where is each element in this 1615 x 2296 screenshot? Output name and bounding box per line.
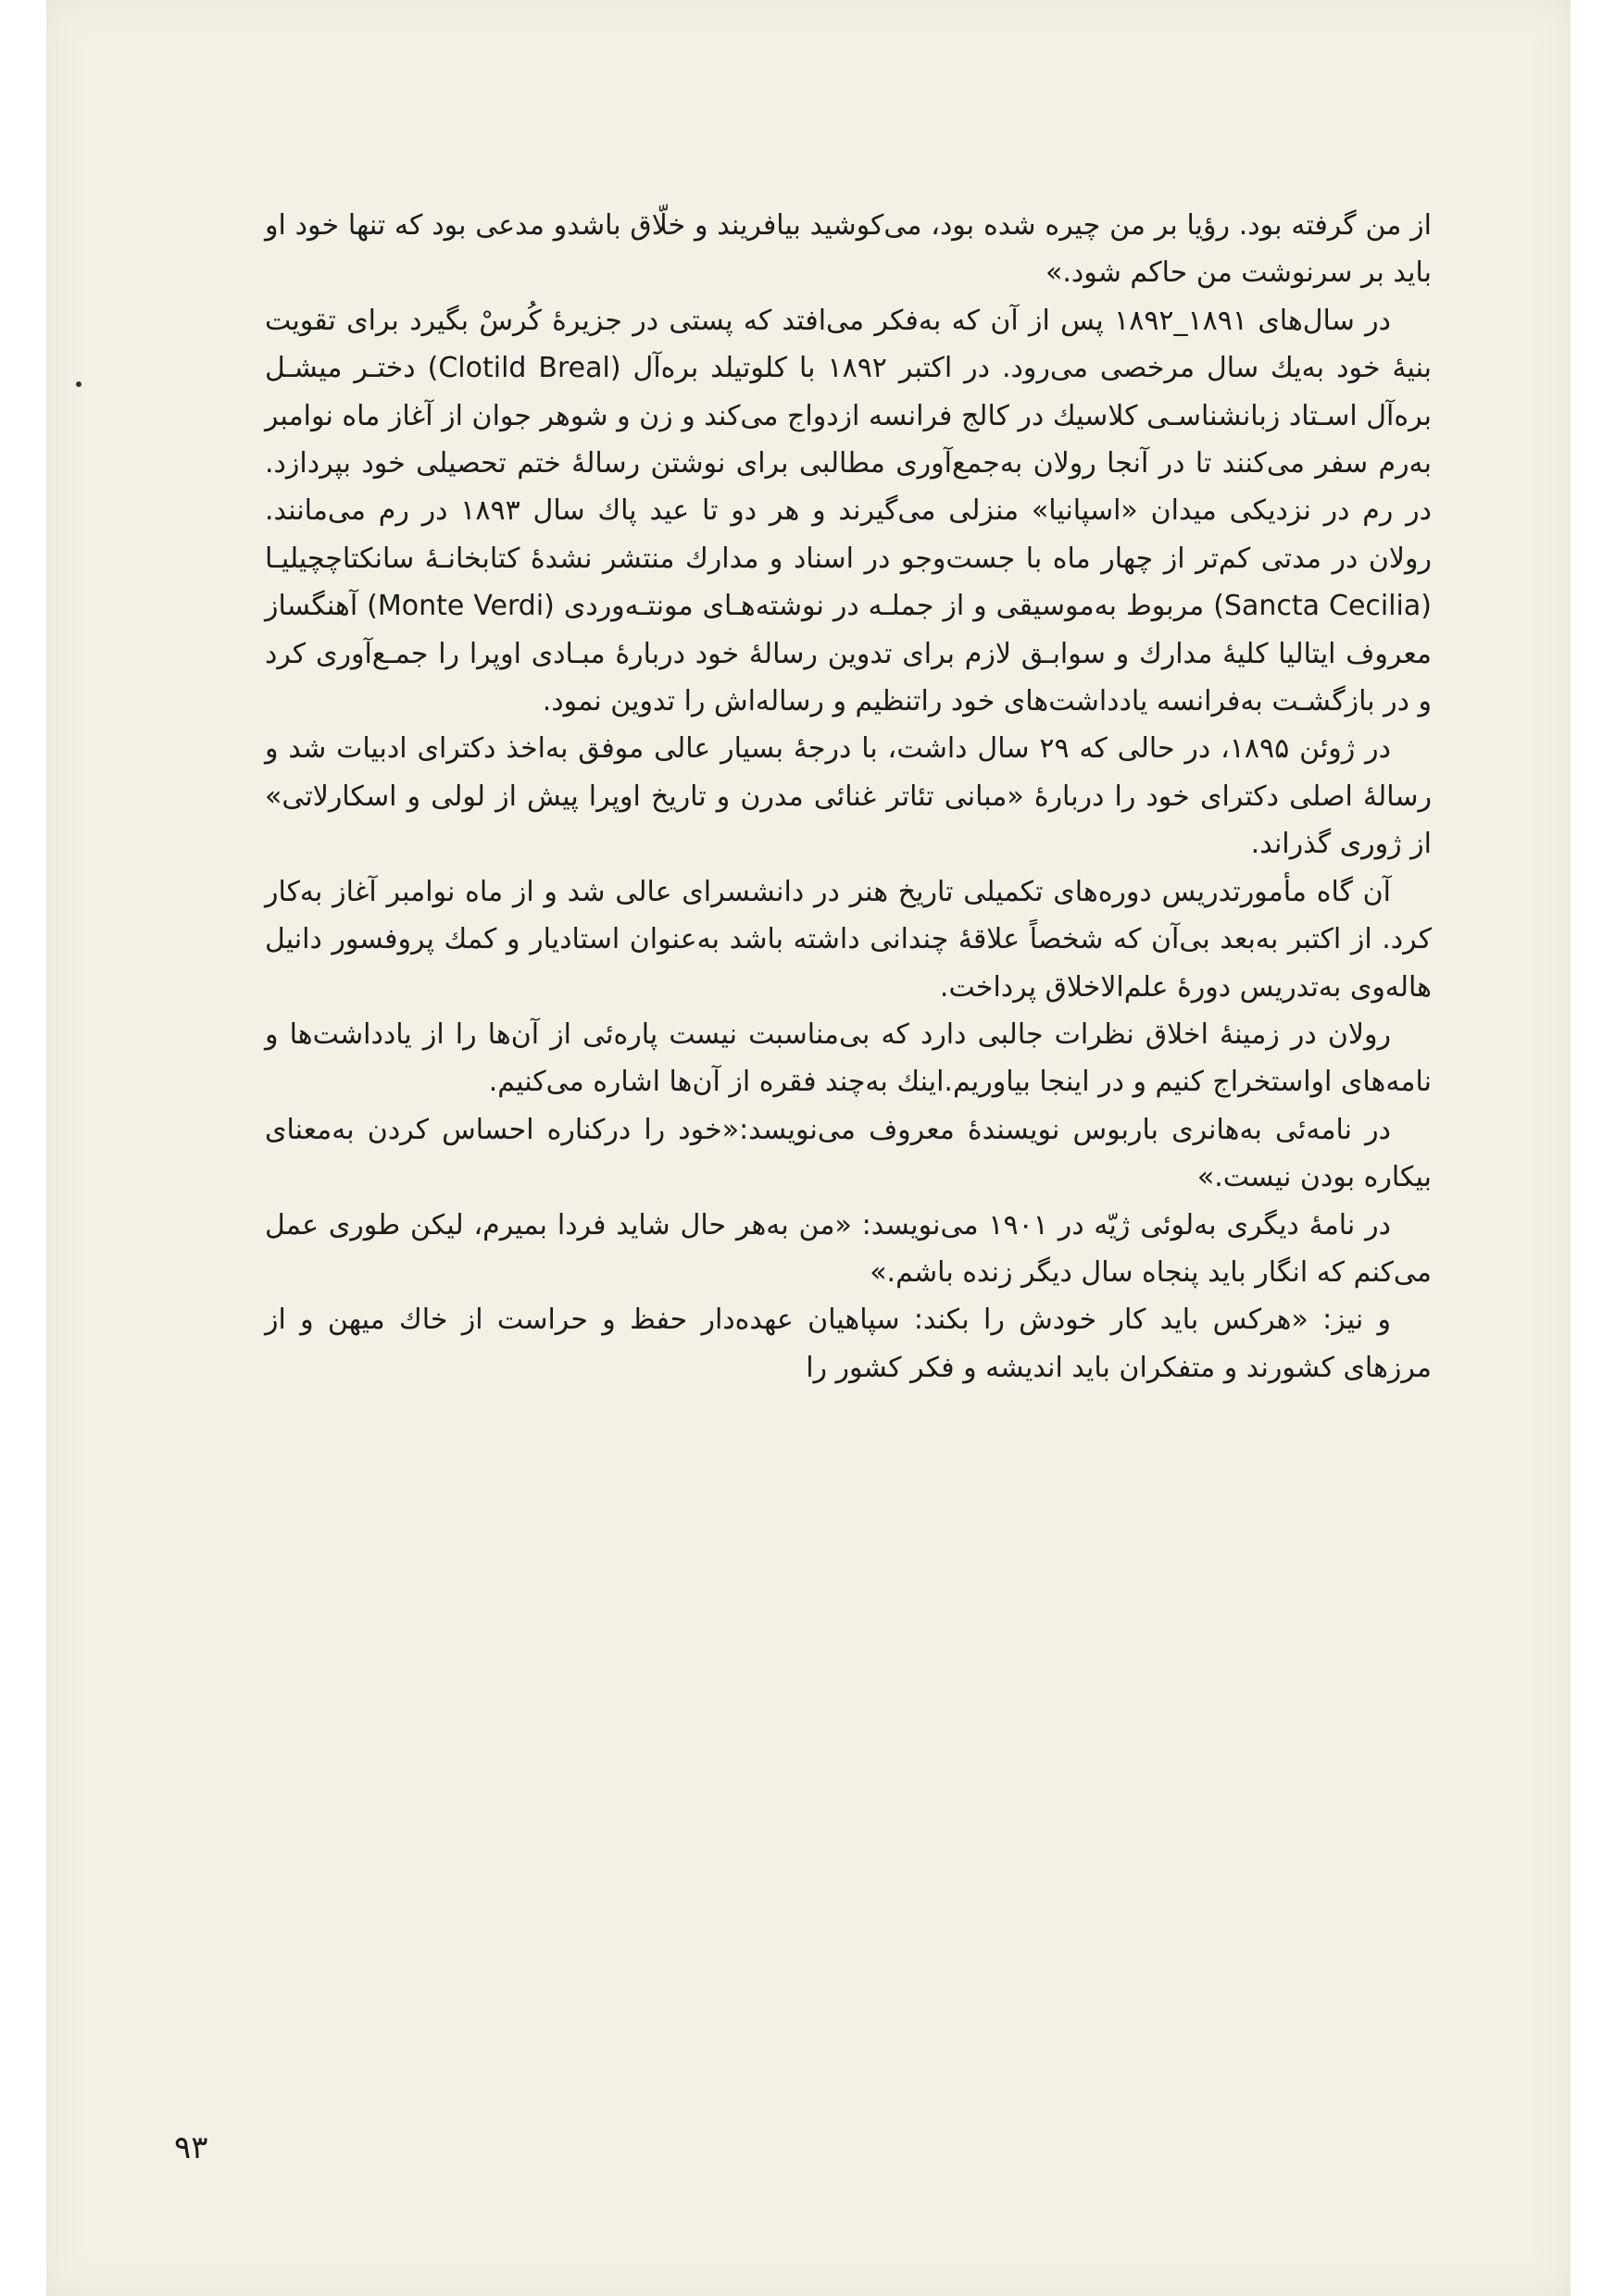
body-text [265, 202, 1432, 1391]
scan-margin-right [1571, 0, 1615, 2296]
page-number: ۹۳ [174, 2129, 208, 2166]
paragraph-teaching: آن گاه مأمورتدریس دوره‌های تکمیلی تاریخ هنر در دانشسرای عالی شد و از ماه نوامبر آغاز به‌کار کرد. از اکتبر به‌بعد بی‌آن که شخصاً علاقهٔ چندانی داشته باشد به‌عنوان استادیار و کمك پروفسور دانیل هاله‌وی به‌تدریس دورهٔ علم‌الاخلاق پرداخت. [265, 875, 1432, 1004]
paragraph-continuation: از من گرفته بود. رؤیا بر من چیره شده بود، می‌کوشید بیافریند و خلّاق باشدو مدعی بود که تنها خود او باید بر سرنوشت من حاکم شود.» [265, 209, 1432, 290]
book-page [46, 0, 1571, 2296]
scan-speck [76, 381, 81, 387]
paragraph-travel-to-rome: در سال‌های ۱۸۹۱_۱۸۹۲ پس از آن که به‌فکر می‌افتد که پستی در جزیرهٔ کُرسْ بگیرد برای تقویت بنیهٔ خود به‌یك سال مرخصی می‌رود. در اکتبر ۱۸۹۲ با کلوتیلد بره‌آل (Clotild Breal) دختـر میشـل بره‌آل اسـتاد زبانشناسـی کلاسیك در کالج فرانسه ازدواج می‌کند و زن و شوهر جوان از آغاز ماه نوامبر به‌رم سفر می‌کنند تا در آنجا رولان به‌جمع‌آوری مطالبی برای نوشتن رسالهٔ ختم تحصیلی خود بپردازد. در رم در نزدیکی میدان «اسپانیا» منزلی می‌گیرند و هر دو تا عید پاك سال ۱۸۹۳ در رم می‌مانند. رولان در مدتی کم‌تر از چهار ماه با جست‌وجو در اسناد و مدارك منتشر نشدهٔ کتابخانـهٔ سانکتاچچیلیـا (Sancta Cecilia) مربوط به‌موسیقی و از جملـه در نوشته‌هـای مونتـه‌وردی (Monte Verdi) آهنگساز معروف ایتالیا کلیهٔ مدارك و سوابـق لازم برای تدوین رسالهٔ خود دربارهٔ مبـادی اوپرا را جمـع‌آوری کرد و در بازگشـت به‌فرانسه یادداشت‌های خود راتنظیم و رساله‌اش را تدوین نمود. [265, 304, 1432, 718]
paragraph-quote-duty: و نیز: «هرکس باید کار خودش را بکند: سپاهیان عهده‌دار حفظ و حراست از خاك میهن و از مرزهای کشورند و متفکران باید اندیشه و فکر کشور را [265, 1304, 1432, 1384]
paragraph-letter-gillet: در نامهٔ دیگری به‌لوئی ژیّه در ۱۹۰۱ می‌نویسد: «من به‌هر حال شاید فردا بمیرم، لیکن طوری عمل می‌کنم که انگار باید پنجاه سال دیگر زنده باشم.» [265, 1208, 1432, 1289]
paragraph-ethics: رولان در زمینهٔ اخلاق نظرات جالبی دارد که بی‌مناسبت نیست پاره‌ئی از آن‌ها را از یادداشت‌ها و نامه‌های اواستخراج کنیم و در اینجا بیاوریم.اینك به‌چند فقره از آن‌ها اشاره می‌کنیم. [265, 1017, 1432, 1099]
scan-margin-left [0, 0, 46, 2296]
paragraph-letter-barbusse: در نامه‌ئی به‌هانری باربوس نویسندهٔ معروف می‌نویسد:«خود را درکناره احساس کردن به‌معنای بیکاره بودن نیست.» [265, 1113, 1432, 1194]
paragraph-doctorate: در ژوئن ۱۸۹۵، در حالی که ۲۹ سال داشت، با درجهٔ بسیار عالی موفق به‌اخذ دکترای ادبیات شد و رسالهٔ اصلی دکترای خود را دربارهٔ «مبانی تئاتر غنائی مدرن و تاریخ اوپرا پیش از لولی و اسکارلاتی» از ژوری گذراند. [265, 732, 1432, 861]
